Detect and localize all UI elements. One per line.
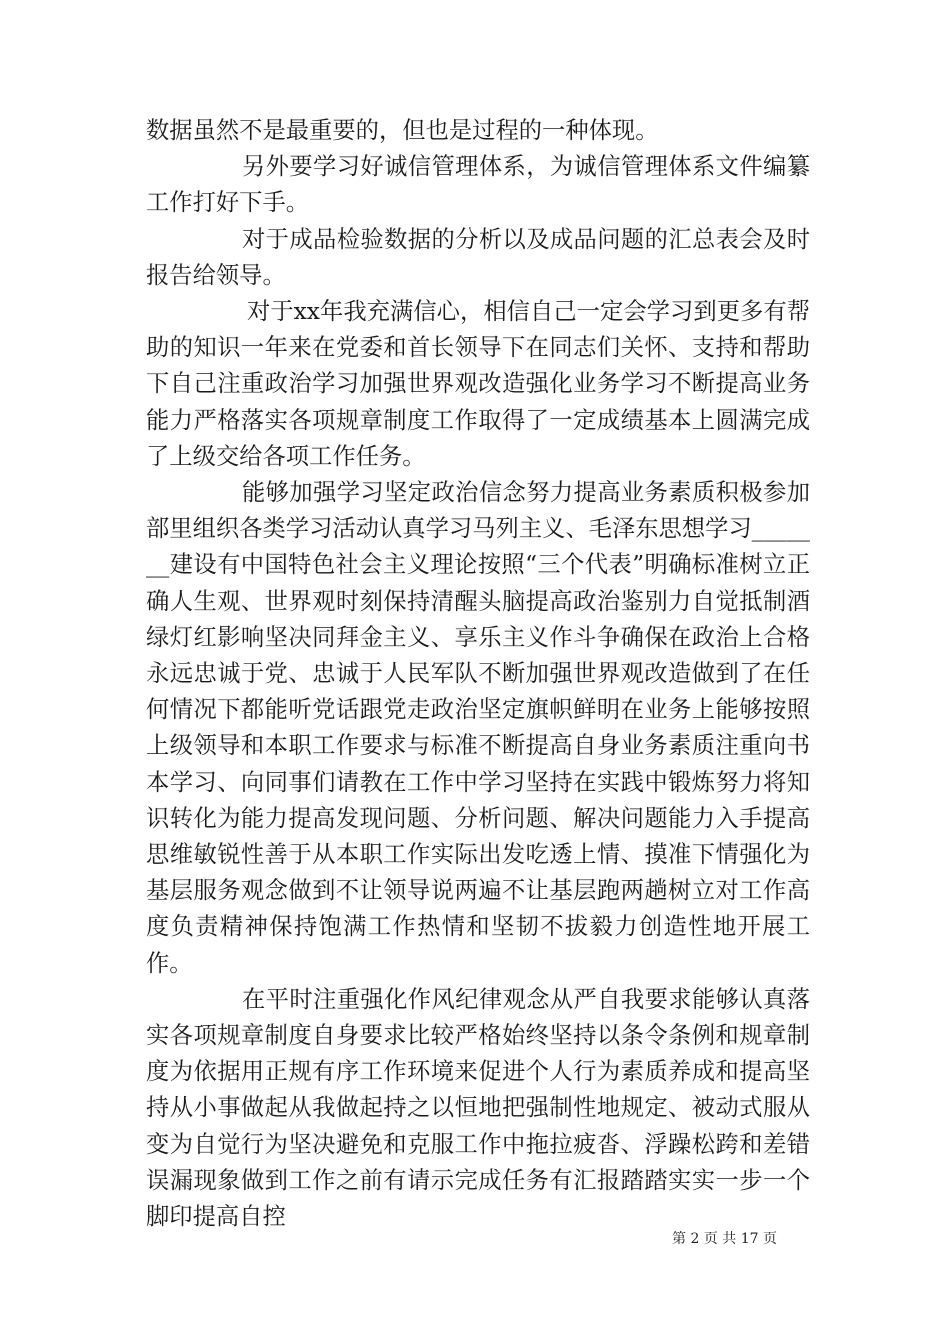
paragraph-3: 对于成品检验数据的分析以及成品问题的汇总表会及时报告给领导。 <box>146 225 810 289</box>
paragraph-6: 在平时注重强化作风纪律观念从严自我要求能够认真落实各项规章制度自身要求比较严格始终坚持以条令条例和规章制度为依据用正规有序工作环境来促进个人行为素质养成和提高坚持从小事做起从我做起持之以恒地把强制性地规定、被动式服从变为自觉行为坚决避免和克服工作中拖拉疲沓、浮躁松跨和差错误漏现象做到工作之前有请示完成任务有汇报踏踏实实一步一个脚印提高自控 <box>146 985 810 1231</box>
document-body <box>146 113 810 1235</box>
paragraph-5: 能够加强学习坚定政治信念努力提高业务素质积极参加部里组织各类学习活动认真学习马列主义、毛泽东思想学习_______建设有中国特色社会主义理论按照“三个代表”明确标准树立正确人生观、世界观时刻保持清醒头脑提高政治鉴别力自觉抵制酒绿灯红影响坚决同拜金主义、享乐主义作斗争确保在政治上合格永远忠诚于党、忠诚于人民军队不断加强世界观改造做到了在任何情况下都能听党话跟党走政治坚定旗帜鲜明在业务上能够按照上级领导和本职工作要求与标准不断提高自身业务素质注重向书本学习、向同事们请教在工作中学习坚持在实践中锻炼努力将知识转化为能力提高发现问题、分析问题、解决问题能力入手提高思维敏锐性善于从本职工作实际出发吃透上情、摸准下情强化为基层服务观念做到不让领导说两遍不让基层跑两趟树立对工作高度负责精神保持饱满工作热情和坚韧不拔毅力创造性地开展工作。 <box>146 479 810 977</box>
page-number-footer: 第 2 页 共 17 页 <box>672 1231 777 1247</box>
paragraph-2: 另外要学习好诚信管理体系，为诚信管理体系文件编纂工作打好下手。 <box>146 153 810 217</box>
paragraph-4: 对于xx年我充满信心，相信自己一定会学习到更多有帮助的知识一年来在党委和首长领导下在同志们关怀、支持和帮助下自己注重政治学习加强世界观改造强化业务学习不断提高业务能力严格落实各项规章制度工作取得了一定成绩基本上圆满完成了上级交给各项工作任务。 <box>146 298 810 470</box>
paragraph-1: 数据虽然不是最重要的，但也是过程的一种体现。 <box>146 117 659 144</box>
